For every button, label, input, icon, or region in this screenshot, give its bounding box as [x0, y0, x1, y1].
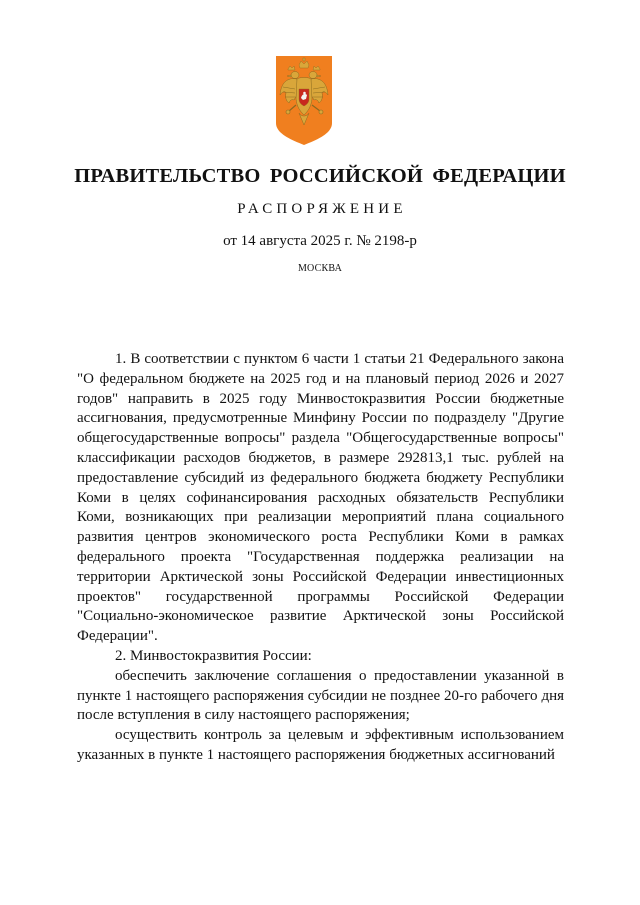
- paragraph: осуществить контроль за целевым и эффективным использованием указанных в пункте 1 настоящего распоряжения бюджетных ассигнований: [77, 727, 564, 763]
- government-title: ПРАВИТЕЛЬСТВО РОССИЙСКОЙ ФЕДЕРАЦИИ: [74, 165, 566, 187]
- paragraph: 1. В соответствии с пунктом 6 части 1 статьи 21 Федерального закона "О федеральном бюджете на 2025 год и на плановый период 2026 и 2027 годов" направить в 2025 году Минвостокразвития России бюджетные ассигнования, предусмотренные Минфину России по подразделу "Другие общегосударственные вопросы" раздела "Общегосударственные вопросы" классификации расходов бюджетов, в размере 292813,1 тыс. рублей на предоставление субсидий из федерального бюджета бюджету Республики Коми в целях софинансирования расходных обязательств Республики Коми, возникающих при реализации мероприятий плана социального развития центров экономического роста Республики Коми в рамках федерального проекта "Государственная поддержка реализации на территории Арктической зоны Российской Федерации инвестиционных проектов" государственной программы Российской Федерации "Социально-экономическое развитие Арктической зоны Российской Федерации".: [77, 351, 564, 645]
- russian-coat-of-arms-icon: [275, 55, 333, 146]
- paragraph: обеспечить заключение соглашения о предоставлении указанной в пункте 1 настоящего распоряжения субсидии не позднее 20-го рабочего дня после вступления в силу настоящего распоряжения;: [77, 667, 564, 724]
- paragraph: 2. Минвостокразвития России:: [115, 647, 312, 664]
- document-city: МОСКВА: [297, 263, 343, 274]
- document-date-number: от 14 августа 2025 г. № 2198-р: [223, 233, 417, 249]
- document-body: [77, 350, 564, 766]
- document-type: РАСПОРЯЖЕНИЕ: [237, 201, 407, 217]
